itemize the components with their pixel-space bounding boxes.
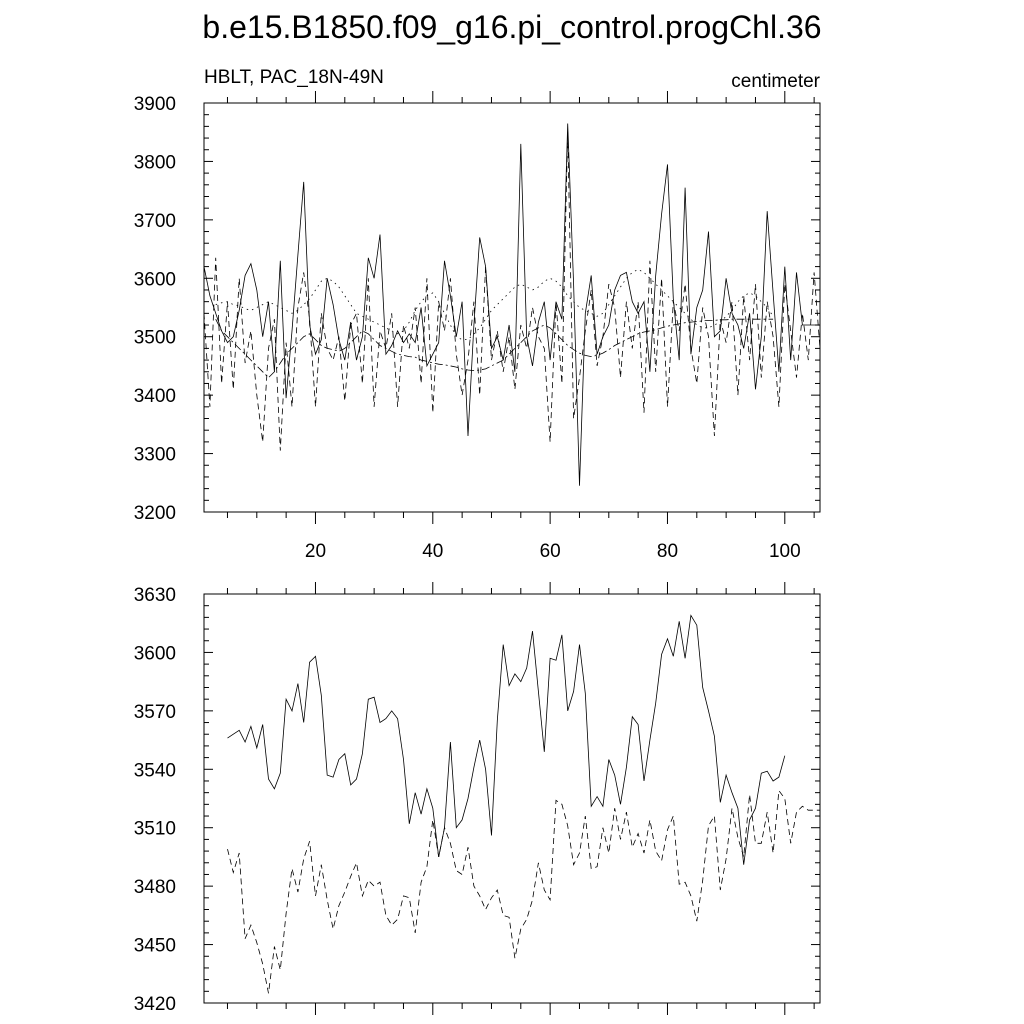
x-tick-label: 60 [539, 541, 561, 562]
y-tick-label: 3700 [133, 210, 176, 232]
y-tick-label: 3900 [133, 94, 176, 115]
chart-title: b.e15.B1850.f09_g16.pi_control.progChl.36 [202, 9, 822, 45]
y-tick-label: 3200 [133, 503, 176, 524]
y-tick-label: 3300 [133, 444, 176, 466]
y-tick-label: 3600 [133, 269, 176, 291]
x-tick-label: 80 [656, 541, 679, 562]
series-line-1-solid [228, 615, 785, 864]
panel-1-left-label: HBLT, PAC_18N-49N [204, 67, 384, 88]
y-tick-label: 3400 [133, 386, 176, 408]
series-line-1-solid [204, 124, 820, 486]
y-tick-label: 3450 [133, 935, 176, 957]
x-tick-label: 40 [422, 541, 444, 562]
panel-2-plot [134, 582, 820, 1015]
series-line-2-dashed [228, 791, 821, 994]
panel-1-units-label: centimeter [731, 71, 820, 92]
x-tick-label: 100 [768, 541, 801, 562]
y-tick-label: 3510 [133, 818, 176, 840]
y-tick-label: 3800 [133, 152, 176, 174]
y-tick-label: 3570 [133, 701, 176, 723]
y-tick-label: 3540 [133, 760, 176, 782]
series-line-2-dashed [204, 132, 820, 450]
y-tick-label: 3630 [133, 585, 176, 606]
y-tick-label: 3600 [133, 643, 176, 665]
y-tick-label: 3500 [133, 327, 176, 349]
panel-1-plot [134, 91, 820, 562]
series-line-4-dash-dot [216, 319, 773, 377]
plot-frame [204, 594, 820, 1003]
x-tick-label: 20 [304, 541, 327, 562]
plot-frame [204, 103, 820, 512]
y-tick-label: 3420 [133, 994, 176, 1015]
y-tick-label: 3480 [133, 877, 176, 899]
